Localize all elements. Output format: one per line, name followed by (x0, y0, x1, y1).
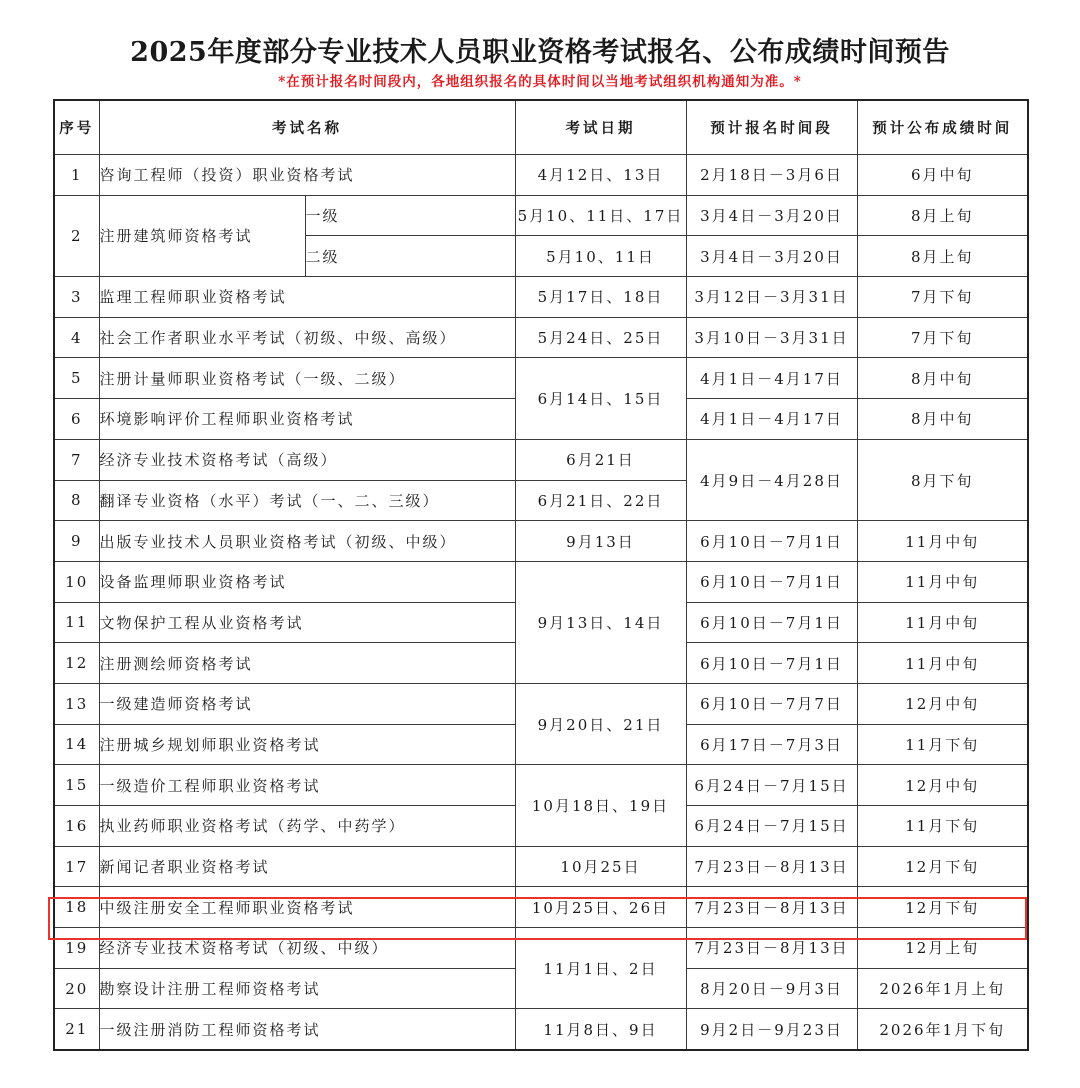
table-row (54, 683, 1028, 724)
header-seq: 序号 (54, 100, 99, 155)
result-release: 7月下旬 (857, 317, 1028, 358)
header-exam-date: 考试日期 (515, 100, 686, 155)
exam-date: 6月21日、22日 (515, 480, 686, 521)
registration-period: 2月18日－3月6日 (686, 155, 857, 196)
table-row (54, 1009, 1028, 1050)
table-row (54, 561, 1028, 602)
exam-name: 注册城乡规划师职业资格考试 (99, 724, 515, 765)
result-release: 8月中旬 (857, 399, 1028, 440)
table-row (54, 155, 1028, 196)
registration-period: 9月2日－9月23日 (686, 1009, 857, 1050)
row-seq: 21 (54, 1009, 99, 1050)
row-seq: 16 (54, 806, 99, 847)
table-row-highlighted (54, 887, 1028, 928)
registration-period: 3月12日－3月31日 (686, 277, 857, 318)
exam-name: 环境影响评价工程师职业资格考试 (99, 399, 515, 440)
registration-period: 3月4日－3月20日 (686, 195, 857, 236)
exam-date: 5月10、11日 (515, 236, 686, 277)
result-release: 8月下旬 (857, 439, 1028, 520)
table-row (54, 358, 1028, 399)
exam-name: 监理工程师职业资格考试 (99, 277, 515, 318)
result-release: 12月上旬 (857, 928, 1028, 969)
row-seq: 9 (54, 521, 99, 562)
page-title: 2025年度部分专业技术人员职业资格考试报名、公布成绩时间预告 (130, 37, 950, 68)
exam-date: 9月13日、14日 (515, 561, 686, 683)
registration-period: 6月10日－7月7日 (686, 683, 857, 724)
row-seq: 1 (54, 155, 99, 196)
row-seq: 14 (54, 724, 99, 765)
exam-date: 10月25日 (515, 846, 686, 887)
table-row (54, 439, 1028, 480)
result-release: 11月中旬 (857, 643, 1028, 684)
row-seq: 5 (54, 358, 99, 399)
registration-period: 6月10日－7月1日 (686, 602, 857, 643)
exam-date: 9月13日 (515, 521, 686, 562)
row-seq: 19 (54, 928, 99, 969)
result-release: 11月下旬 (857, 806, 1028, 847)
registration-period: 3月10日－3月31日 (686, 317, 857, 358)
exam-name: 经济专业技术资格考试（初级、中级） (99, 928, 515, 969)
registration-period: 6月17日－7月3日 (686, 724, 857, 765)
exam-schedule-table (53, 99, 1029, 1051)
exam-date: 11月1日、2日 (515, 928, 686, 1009)
exam-name: 注册测绘师资格考试 (99, 643, 515, 684)
table-row (54, 195, 1028, 236)
registration-period: 7月23日－8月13日 (686, 928, 857, 969)
table-row (54, 846, 1028, 887)
row-seq: 4 (54, 317, 99, 358)
result-release: 11月中旬 (857, 561, 1028, 602)
exam-level: 二级 (305, 236, 515, 277)
registration-period: 6月10日－7月1日 (686, 561, 857, 602)
result-release: 12月下旬 (857, 846, 1028, 887)
table-row (54, 928, 1028, 969)
exam-date: 10月18日、19日 (515, 765, 686, 846)
header-registration-period: 预计报名时间段 (686, 100, 857, 155)
result-release: 12月中旬 (857, 765, 1028, 806)
table-row (54, 317, 1028, 358)
exam-date: 6月21日 (515, 439, 686, 480)
exam-name: 经济专业技术资格考试（高级） (99, 439, 515, 480)
table-row (54, 765, 1028, 806)
exam-name: 注册建筑师资格考试 (99, 195, 305, 276)
table-row (54, 277, 1028, 318)
row-seq: 7 (54, 439, 99, 480)
result-release: 7月下旬 (857, 277, 1028, 318)
registration-period: 6月24日－7月15日 (686, 765, 857, 806)
exam-name: 注册计量师职业资格考试（一级、二级） (99, 358, 515, 399)
exam-date: 10月25日、26日 (515, 887, 686, 928)
exam-name: 中级注册安全工程师职业资格考试 (99, 887, 515, 928)
row-seq: 3 (54, 277, 99, 318)
result-release: 11月中旬 (857, 521, 1028, 562)
exam-name: 执业药师职业资格考试（药学、中药学） (99, 806, 515, 847)
result-release: 2026年1月下旬 (857, 1009, 1028, 1050)
result-release: 6月中旬 (857, 155, 1028, 196)
row-seq: 11 (54, 602, 99, 643)
registration-period: 3月4日－3月20日 (686, 236, 857, 277)
registration-period: 4月9日－4月28日 (686, 439, 857, 520)
registration-period: 4月1日－4月17日 (686, 399, 857, 440)
exam-date: 6月14日、15日 (515, 358, 686, 439)
exam-name: 一级造价工程师职业资格考试 (99, 765, 515, 806)
exam-name: 一级注册消防工程师资格考试 (99, 1009, 515, 1050)
row-seq: 10 (54, 561, 99, 602)
exam-name: 社会工作者职业水平考试（初级、中级、高级） (99, 317, 515, 358)
result-release: 8月中旬 (857, 358, 1028, 399)
exam-date: 4月12日、13日 (515, 155, 686, 196)
registration-period: 4月1日－4月17日 (686, 358, 857, 399)
exam-name: 咨询工程师（投资）职业资格考试 (99, 155, 515, 196)
result-release: 8月上旬 (857, 236, 1028, 277)
exam-date: 11月8日、9日 (515, 1009, 686, 1050)
row-seq: 20 (54, 968, 99, 1009)
result-release: 2026年1月上旬 (857, 968, 1028, 1009)
exam-name: 设备监理师职业资格考试 (99, 561, 515, 602)
registration-period: 7月23日－8月13日 (686, 887, 857, 928)
exam-date: 9月20日、21日 (515, 683, 686, 764)
row-seq: 18 (54, 887, 99, 928)
result-release: 8月上旬 (857, 195, 1028, 236)
exam-name: 出版专业技术人员职业资格考试（初级、中级） (99, 521, 515, 562)
exam-name: 一级建造师资格考试 (99, 683, 515, 724)
row-seq: 15 (54, 765, 99, 806)
result-release: 12月下旬 (857, 887, 1028, 928)
row-seq: 2 (54, 195, 99, 276)
result-release: 11月中旬 (857, 602, 1028, 643)
exam-name: 勘察设计注册工程师资格考试 (99, 968, 515, 1009)
result-release: 11月下旬 (857, 724, 1028, 765)
notice-text: *在预计报名时间段内，各地组织报名的具体时间以当地考试组织机构通知为准。* (278, 74, 802, 90)
exam-name: 文物保护工程从业资格考试 (99, 602, 515, 643)
row-seq: 13 (54, 683, 99, 724)
table-row (54, 521, 1028, 562)
exam-date: 5月10、11日、17日 (515, 195, 686, 236)
exam-name: 新闻记者职业资格考试 (99, 846, 515, 887)
registration-period: 6月10日－7月1日 (686, 643, 857, 684)
exam-date: 5月24日、25日 (515, 317, 686, 358)
header-exam-name: 考试名称 (99, 100, 515, 155)
registration-period: 6月24日－7月15日 (686, 806, 857, 847)
row-seq: 12 (54, 643, 99, 684)
registration-period: 7月23日－8月13日 (686, 846, 857, 887)
row-seq: 6 (54, 399, 99, 440)
row-seq: 17 (54, 846, 99, 887)
row-seq: 8 (54, 480, 99, 521)
header-result-release: 预计公布成绩时间 (857, 100, 1028, 155)
exam-level: 一级 (305, 195, 515, 236)
exam-date: 5月17日、18日 (515, 277, 686, 318)
registration-period: 6月10日－7月1日 (686, 521, 857, 562)
registration-period: 8月20日－9月3日 (686, 968, 857, 1009)
table-header-row (54, 100, 1028, 155)
exam-name: 翻译专业资格（水平）考试（一、二、三级） (99, 480, 515, 521)
result-release: 12月中旬 (857, 683, 1028, 724)
